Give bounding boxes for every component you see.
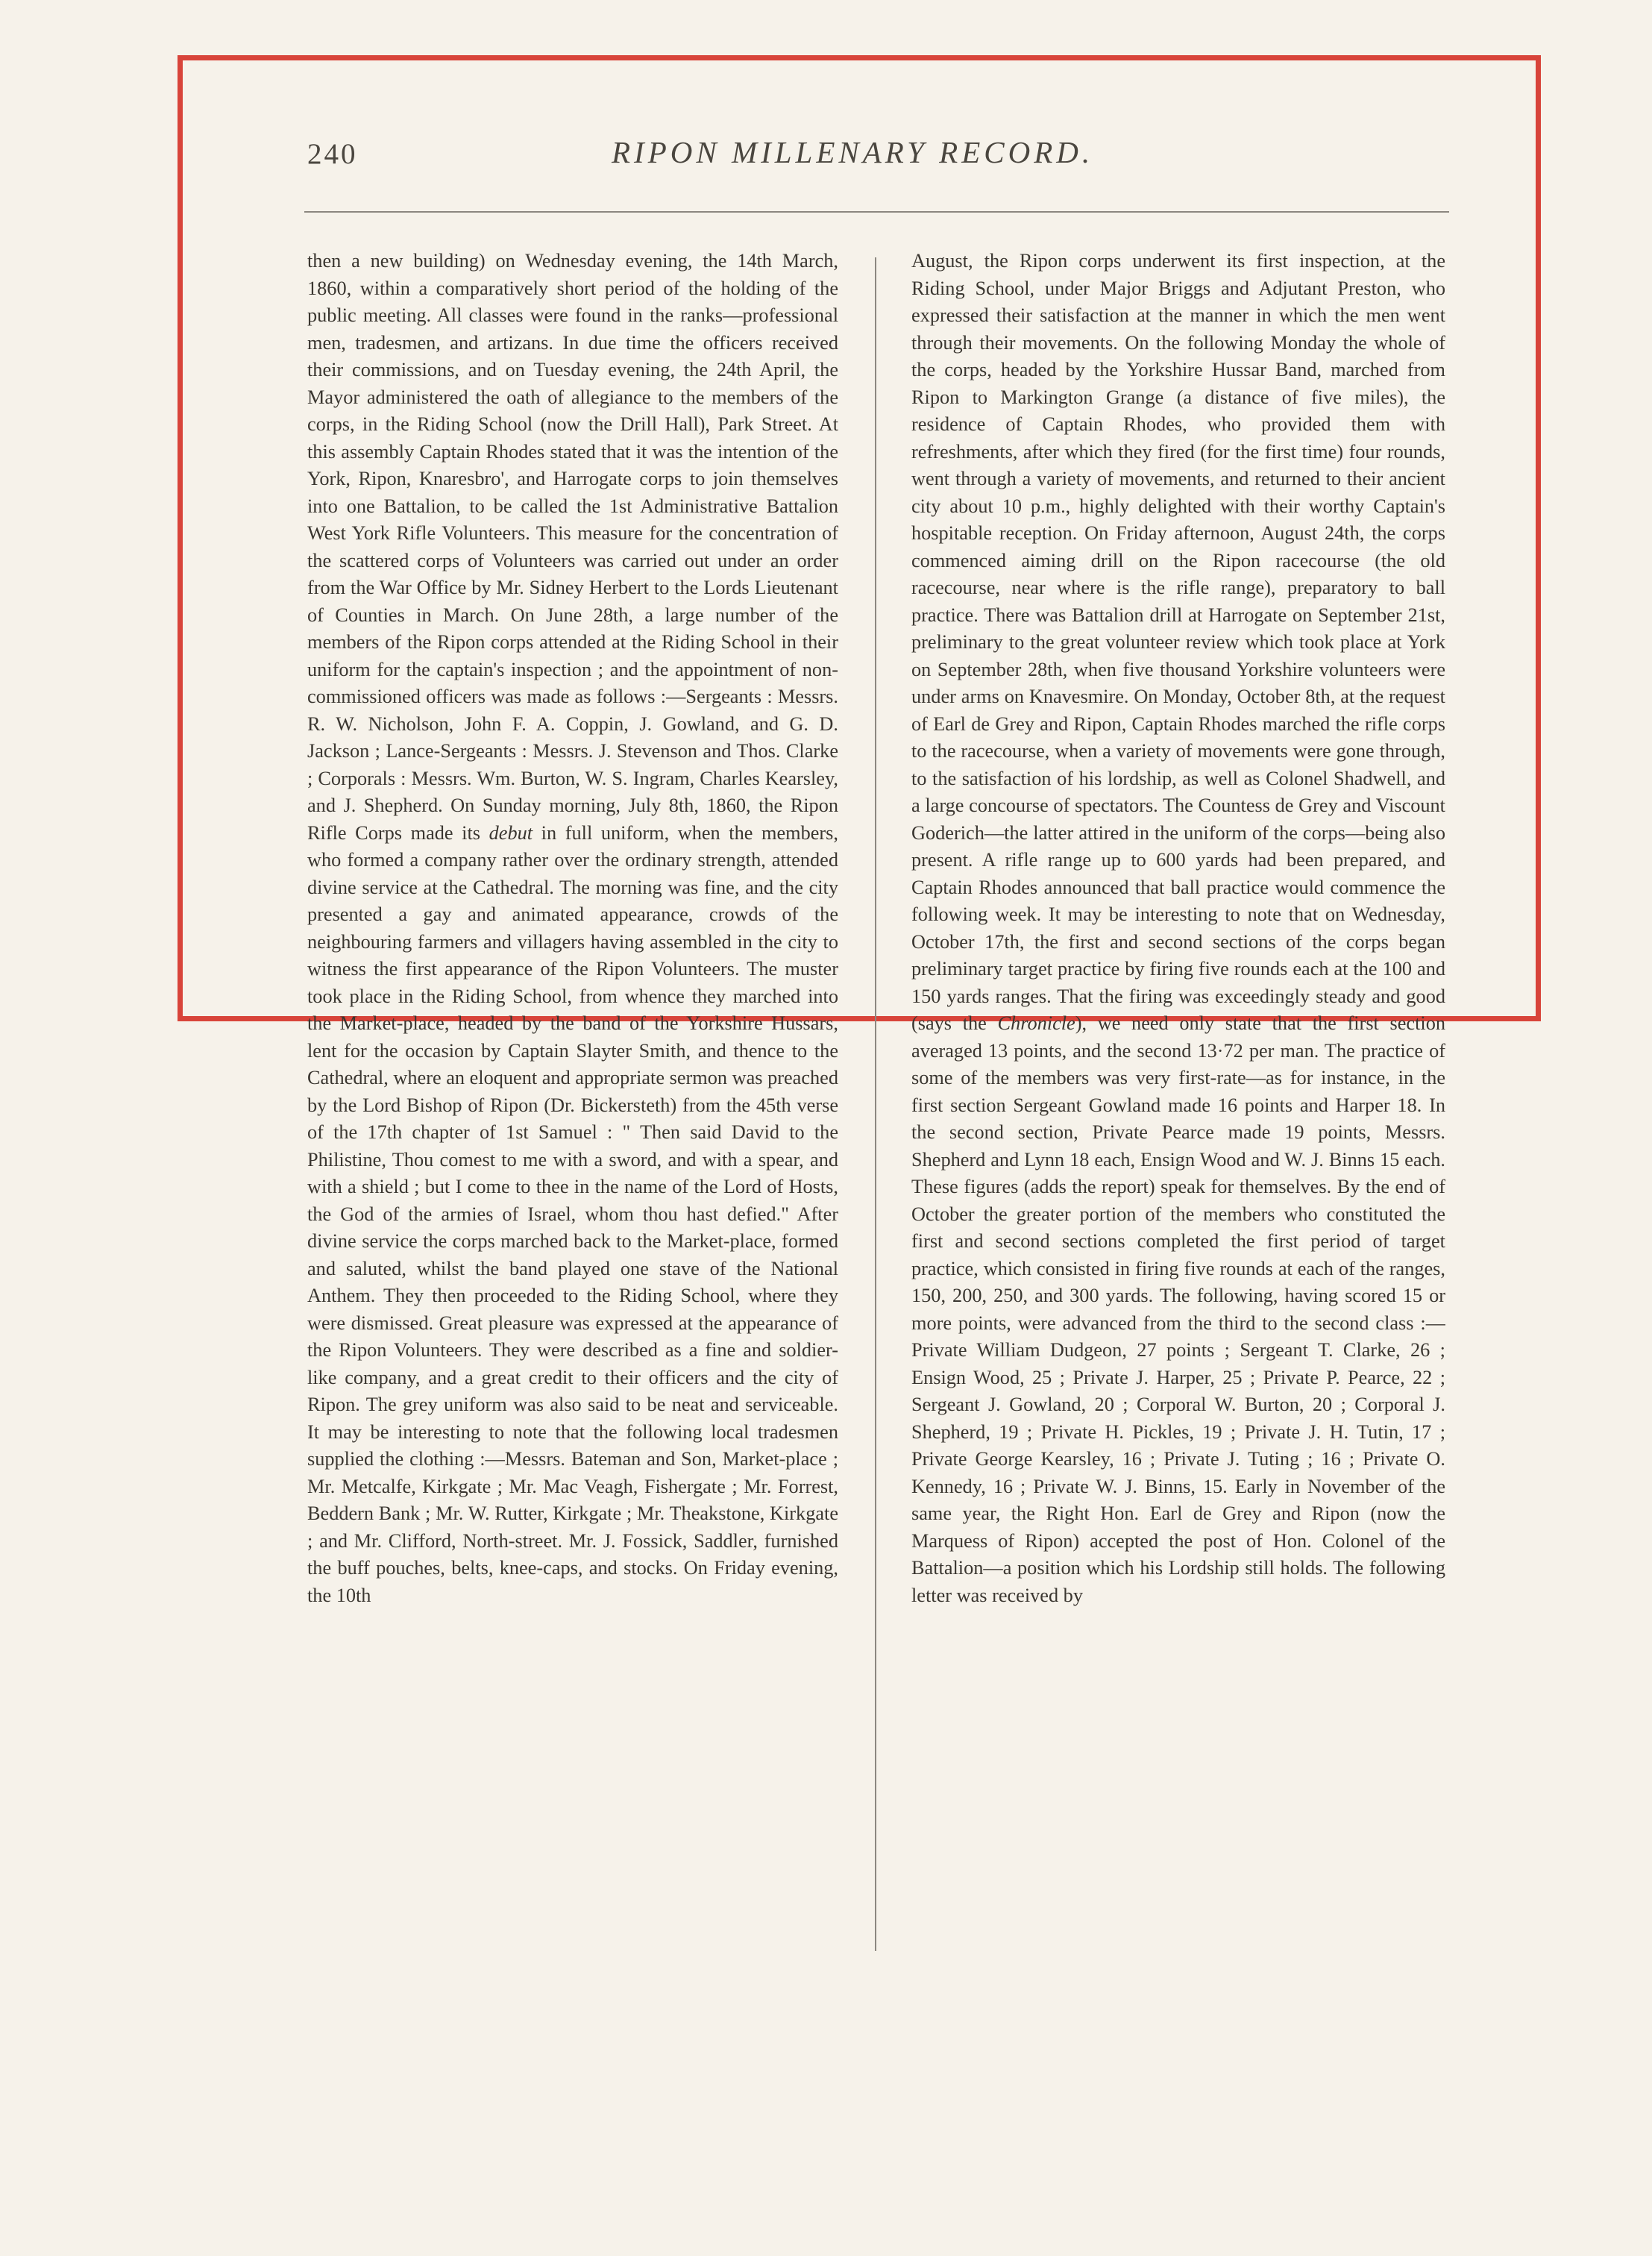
header-rule — [304, 211, 1449, 213]
left-column-text — [307, 248, 838, 1609]
column-divider — [875, 257, 876, 1951]
italic-word-chronicle: Chronicle — [997, 1012, 1075, 1034]
page-number: 240 — [307, 138, 358, 170]
right-column-text — [911, 248, 1445, 1609]
left-column — [307, 248, 838, 1956]
left-text-part-1: then a new building) on Wednesday evening, the 14th March, 1860, within a comparatively short period of the holding of the public meeting. All classes were found in the ranks—professional men, tradesmen, and artizans. In due time the officers received their commissions, and on Tuesday evening, the 24th April, the Mayor administered the oath of allegiance to the members of the corps, in the Riding School (now the Drill Hall), Park Street. At this assembly Captain Rhodes stated that it was the intention of the York, Ripon, Knaresbro', and Harrogate corps to join themselves into one Battalion, to be called the 1st Administrative Battalion West York Rifle Volunteers. This measure for the concentration of the scattered corps of Volunteers was carried out under an order from the War Office by Mr. Sidney Herbert to the Lords Lieutenant of Counties in March. On June 28th, a large number of the members of the Ripon corps attended at the Riding School in their uniform for the captain's inspection ; and the appointment of non-commissioned officers was made as follows :—Sergeants : Messrs. R. W. Nicholson, John F. A. Coppin, J. Gowland, and G. D. Jackson ; Lance-Sergeants : Messrs. J. Stevenson and Thos. Clarke ; Corporals : Messrs. Wm. Burton, W. S. Ingram, Charles Kearsley, and J. Shepherd. On Sunday morning, July 8th, 1860, the Ripon Rifle Corps made its — [307, 250, 838, 844]
right-column — [911, 248, 1445, 1956]
italic-word-debut: debut — [489, 821, 533, 844]
right-text-part-1: August, the Ripon corps underwent its first inspection, at the Riding School, under Major Briggs and Adjutant Preston, who expressed their satisfaction at the manner in which the men went through their movements. On the following Monday the whole of the corps, headed by the Yorkshire Hussar Band, marched from Ripon to Markington Grange (a distance of five miles), the residence of Captain Rhodes, who provided them with refreshments, after which they fired (for the first time) four rounds, went through a variety of movements, and returned to their ancient city about 10 p.m., highly delighted with their worthy Captain's hospitable reception. On Friday afternoon, August 24th, the corps commenced aiming drill on the Ripon racecourse (the old racecourse, near where is the rifle range), preparatory to ball practice. There was Battalion drill at Harrogate on September 21st, preliminary to the great volunteer review which took place at York on September 28th, when five thousand Yorkshire volunteers were under arms on Knavesmire. On Monday, October 8th, at the request of Earl de Grey and Ripon, Captain Rhodes marched the rifle corps to the racecourse, when a variety of movements were gone through, to the satisfaction of his lordship, as well as Colonel Shadwell, and a large concourse of spectators. The Countess de Grey and Viscount Goderich—the latter attired in the uniform of the corps—being also present. A rifle range up to 600 yards had been prepared, and Captain Rhodes announced that ball practice would commence the following week. It may be interesting to note that on Wednesday, October 17th, the first and second sections of the corps began preliminary target practice by firing five rounds each at the 100 and 150 yards ranges. That the firing was exceedingly steady and good (says the — [911, 250, 1445, 1034]
left-text-part-2: in full uniform, when the members, who formed a company rather over the ordinary strength, attended divine service at the Cathedral. The morning was fine, and the city presented a gay and animated appearance, crowds of the neighbouring farmers and villagers having assembled in the city to witness the first appearance of the Ripon Volunteers. The muster took place in the Riding School, from whence they marched into the Market-place, headed by the band of the Yorkshire Hussars, lent for the occasion by Captain Slayter Smith, and thence to the Cathedral, where an eloquent and appropriate sermon was preached by the Lord Bishop of Ripon (Dr. Bickersteth) from the 45th verse of the 17th chapter of 1st Samuel : " Then said David to the Philistine, Thou comest to me with a sword, and with a spear, and with a shield ; but I come to thee in the name of the Lord of Hosts, the God of the armies of Israel, whom thou hast defied." After divine service the corps marched back to the Market-place, formed and saluted, whilst the band played one stave of the National Anthem. They then proceeded to the Riding School, where they were dismissed. Great pleasure was expressed at the appearance of the Ripon Volunteers. They were described as a fine and soldier-like company, and a great credit to their officers and the city of Ripon. The grey uniform was also said to be neat and serviceable. It may be interesting to note that the following local tradesmen supplied the clothing :—Messrs. Bateman and Son, Market-place ; Mr. Metcalfe, Kirkgate ; Mr. Mac Veagh, Fishergate ; Mr. Forrest, Beddern Bank ; Mr. W. Rutter, Kirkgate ; Mr. Theakstone, Kirkgate ; and Mr. Clifford, North-street. Mr. J. Fossick, Saddler, furnished the buff pouches, belts, knee-caps, and stocks. On Friday evening, the 10th — [307, 821, 838, 1606]
running-title: RIPON MILLENARY RECORD. — [612, 135, 1094, 169]
right-text-part-2: ), we need only state that the first section averaged 13 points, and the second 13·72 per man. The practice of some of the members was very first-rate—as for instance, in the first section Sergeant Gowland made 16 points and Harper 18. In the second section, Private Pearce made 19 points, Messrs. Shepherd and Lynn 18 each, Ensign Wood and W. J. Binns 15 each. These figures (adds the report) speak for themselves. By the end of October the greater portion of the members who constituted the first and second sections completed the first period of target practice, which consisted in firing five rounds at each of the ranges, 150, 200, 250, and 300 yards. The following, having scored 15 or more points, were advanced from the third to the second class :—Private William Dudgeon, 27 points ; Sergeant T. Clarke, 26 ; Ensign Wood, 25 ; Private J. Harper, 25 ; Private P. Pearce, 22 ; Sergeant J. Gowland, 20 ; Corporal W. Burton, 20 ; Corporal J. Shepherd, 19 ; Private H. Pickles, 19 ; Private J. H. Tutin, 17 ; Private George Kearsley, 16 ; Private J. Tuting ; 16 ; Private O. Kennedy, 16 ; Private W. J. Binns, 15. Early in November of the same year, the Right Hon. Earl de Grey and Ripon (now the Marquess of Ripon) accepted the post of Hon. Colonel of the Battalion—a position which his Lordship still holds. The following letter was received by — [911, 1012, 1445, 1606]
